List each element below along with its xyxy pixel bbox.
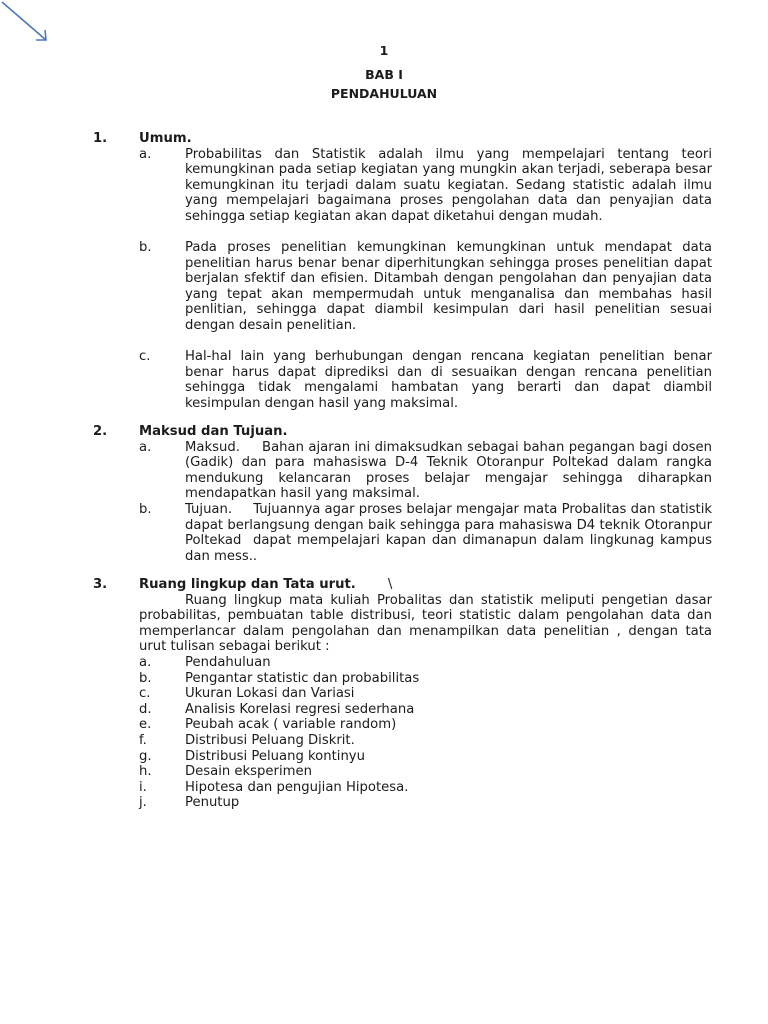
- section-title: Umum.: [139, 131, 192, 146]
- list-item: g. Distribusi Peluang kontinyu: [139, 748, 365, 764]
- section-number: 1.: [93, 131, 108, 146]
- item-text: Tujuan. Tujuannya agar proses belajar mengajar mata Probalitas dan statistik dapat berlangsung dengan baik sehingga para mahasiswa D4 teknik Otoranpur Poltekad dapat mempelajari kapan dan dimanapun dalam lingkunag kampus dan mess..: [185, 502, 717, 564]
- item-text: Maksud. Bahan ajaran ini dimaksudkan sebagai bahan pegangan bagi dosen (Gadik) dan para mahasiswa D-4 Teknik Otoranpur Poltekad dalam rangka mendukung kelancaran proses belajar mengajar sehingga diharapkan mendapatkan hasil yang maksimal.: [185, 439, 717, 502]
- tata-urut-list: [0, 655, 768, 811]
- list-item: b. Pengantar statistic dan probabilitas: [139, 670, 420, 686]
- item-label: b.: [139, 502, 152, 517]
- page-number: 1: [379, 43, 389, 58]
- section-title: Maksud dan Tujuan.: [139, 424, 288, 439]
- list-item: j. Penutup: [139, 795, 240, 811]
- item-label: b.: [139, 240, 152, 255]
- list-item: c. Ukuran Lokasi dan Variasi: [139, 686, 355, 702]
- list-item: a. Pendahuluan: [139, 655, 271, 670]
- section-title: Ruang lingkup dan Tata urut. \: [139, 577, 393, 592]
- item-label: a.: [139, 146, 152, 162]
- item-text: Hal-hal lain yang berhubungan dengan rencana kegiatan penelitian benar benar harus dapat diprediksi dan di sesuaikan dengan rencana penelitian sehingga tidak mengalami hambatan yang berarti dan dapat diambil kesimpulan dengan hasil yang maksimal.: [185, 349, 712, 411]
- list-item: d. Analisis Korelasi regresi sederhana: [139, 701, 415, 717]
- list-item: h. Desain eksperimen: [139, 764, 312, 780]
- chapter-title: PENDAHULUAN: [330, 86, 438, 101]
- item-label: a.: [139, 439, 152, 455]
- list-item: f. Distribusi Peluang Diskrit.: [139, 732, 355, 748]
- item-text: Probabilitas dan Statistik adalah ilmu yang mempelajari tentang teori kemungkinan pada setiap kegiatan yang mungkin akan terjadi, seberapa besar kemungkinan itu terjadi dalam suatu kegiatan. Sedang statistic adalah ilmu yang mempelajari bagaimana proses pengolahan data dan penyajian data sehingga setiap kegiatan akan dapat diketahui dengan mudah.: [185, 146, 712, 224]
- section-number: 3.: [93, 577, 108, 592]
- backslash-mark: \: [387, 577, 393, 592]
- chapter-label: BAB I: [365, 67, 403, 82]
- list-item: i. Hipotesa dan pengujian Hipotesa.: [139, 779, 409, 795]
- list-item: e. Peubah acak ( variable random): [139, 717, 397, 733]
- item-text: Pada proses penelitian kemungkinan kemungkinan untuk mendapat data penelitian harus benar benar diperhitungkan sehingga proses penelitian dapat berjalan sfektif dan efisien. Ditambah dengan pengolahan dan penyajian data yang tepat akan mempermudah untuk menganalisa dan membahas hasil penlitian, sehingga dapat diambil kesimpulan dari hasil penelitian sesuai dengan desain penelitian.: [185, 240, 712, 333]
- item-label: c.: [139, 349, 151, 364]
- section-number: 2.: [93, 424, 108, 439]
- section-paragraph: Ruang lingkup mata kuliah Probalitas dan statistik meliputi pengetian dasar probabilitas, pembuatan table distribusi, teori statistic dalam pengolahan data dan memperlancar dalam pengolahan dan menampilkan data penelitian , dengan tata urut tulisan sebagai berikut :: [139, 592, 712, 655]
